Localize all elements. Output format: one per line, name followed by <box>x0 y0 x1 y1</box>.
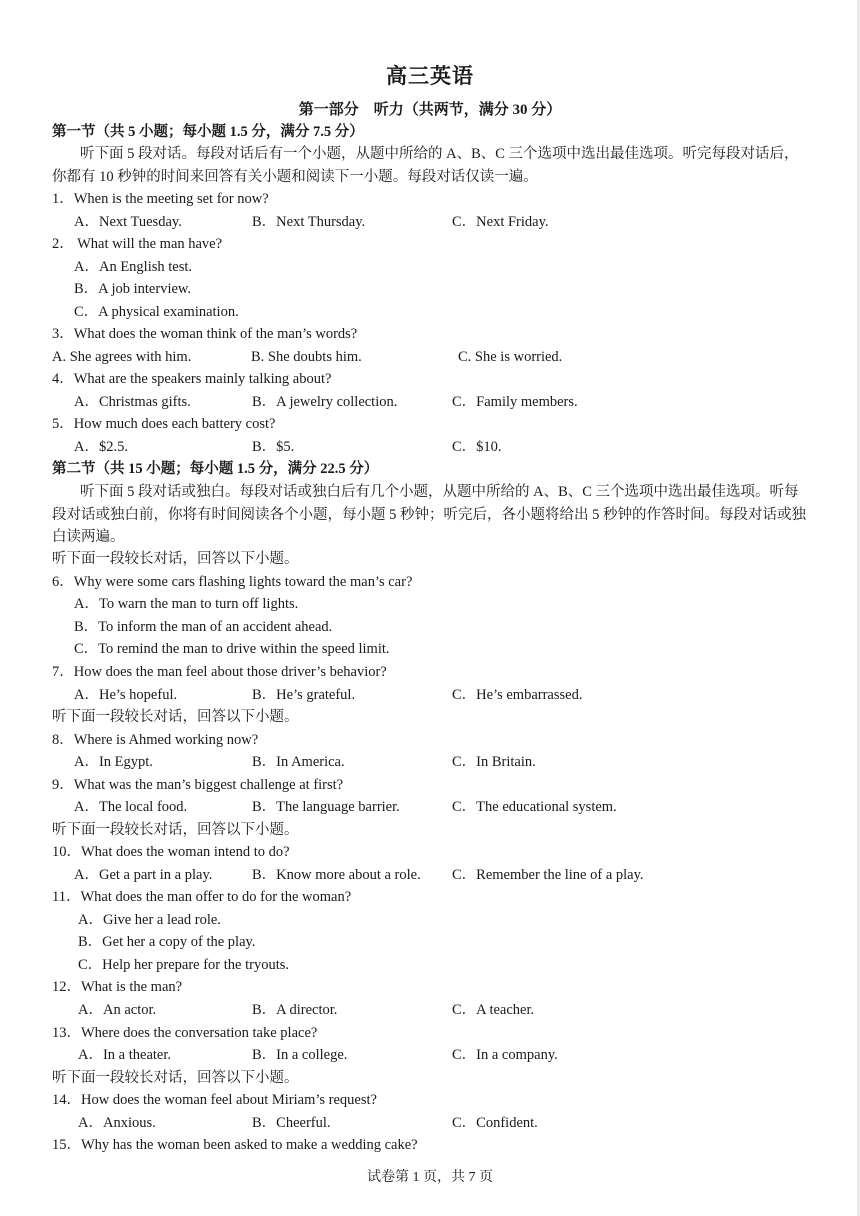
option-b: B．In a college. <box>252 1047 348 1063</box>
question-7: 7．How does the man feel about those driver’s behavior? <box>52 664 387 680</box>
question-8: 8．Where is Ahmed working now? <box>52 732 259 748</box>
question-13: 13．Where does the conversation take place? <box>52 1025 318 1041</box>
question-15: 15．Why has the woman been asked to make a wedding cake? <box>52 1137 418 1153</box>
option-c: C．A physical examination. <box>74 304 239 320</box>
option-b: B．A jewelry collection. <box>252 394 398 410</box>
option-a: A. She agrees with him. <box>52 349 192 365</box>
question-2: 2． What will the man have? <box>52 236 223 252</box>
option-c: C．Next Friday. <box>452 214 549 230</box>
long-dialogue-intro: 听下面一段较长对话，回答以下小题。 <box>52 822 299 838</box>
option-a: A．Get a part in a play. <box>74 867 213 883</box>
option-a: A．An English test. <box>74 259 193 275</box>
question-6: 6．Why were some cars flashing lights toward the man’s car? <box>52 574 413 590</box>
option-c: C．Help her prepare for the tryouts. <box>78 957 289 973</box>
option-b: B．Get her a copy of the play. <box>78 934 256 950</box>
option-a: A．To warn the man to turn off lights. <box>74 596 299 612</box>
section-two-heading: 第二节（共 15 小题；每小题 1.5 分，满分 22.5 分） <box>52 461 379 477</box>
question-11: 11．What does the man offer to do for the woman? <box>52 889 352 905</box>
option-c: C．In Britain. <box>452 754 536 770</box>
option-a: A．$2.5. <box>74 439 128 455</box>
option-b: B．He’s grateful. <box>252 687 356 703</box>
option-c: C．To remind the man to drive within the speed limit. <box>74 641 390 657</box>
option-b: B．Next Thursday. <box>252 214 366 230</box>
option-a: A．An actor. <box>78 1002 157 1018</box>
option-c: C．He’s embarrassed. <box>452 687 583 703</box>
option-a: A．Next Tuesday. <box>74 214 182 230</box>
option-c: C．A teacher. <box>452 1002 535 1018</box>
option-a: A．He’s hopeful. <box>74 687 178 703</box>
option-c: C．Remember the line of a play. <box>452 867 644 883</box>
question-1: 1．When is the meeting set for now? <box>52 191 269 207</box>
option-b: B．In America. <box>252 754 345 770</box>
long-dialogue-intro: 听下面一段较长对话，回答以下小题。 <box>52 709 299 725</box>
option-a: A．In Egypt. <box>74 754 153 770</box>
option-b: B．Cheerful. <box>252 1115 331 1131</box>
page-footer: 试卷第 1 页，共 7 页 <box>367 1170 493 1185</box>
question-3: 3．What does the woman think of the man’s words? <box>52 326 358 342</box>
option-a: A．The local food. <box>74 799 188 815</box>
long-dialogue-intro: 听下面一段较长对话，回答以下小题。 <box>52 551 299 567</box>
section-one-heading: 第一节（共 5 小题；每小题 1.5 分，满分 7.5 分） <box>52 124 364 140</box>
question-14: 14．How does the woman feel about Miriam’s request? <box>52 1092 377 1108</box>
option-b: B．The language barrier. <box>252 799 400 815</box>
question-5: 5．How much does each battery cost? <box>52 416 276 432</box>
option-b: B．$5. <box>252 439 295 455</box>
option-b: B．A job interview. <box>74 281 192 297</box>
section-one-instructions: 听下面 5 段对话。每段对话后有一个小题，从题中所给的 A、B、C 三个选项中选出最佳选项。听完每段对话后，你都有 10 秒钟的时间来回答有关小题和阅读下一小题。每段对话仅读一遍。 <box>52 146 799 185</box>
long-dialogue-intro: 听下面一段较长对话，回答以下小题。 <box>52 1070 299 1086</box>
part-one-heading: 第一部分 听力（共两节，满分 30 分） <box>298 102 562 118</box>
option-b: B. She doubts him. <box>251 349 362 365</box>
option-c: C．In a company. <box>452 1047 558 1063</box>
option-b: B．Know more about a role. <box>252 867 421 883</box>
option-c: C．Confident. <box>452 1115 538 1131</box>
question-12: 12．What is the man? <box>52 979 183 995</box>
option-a: A．In a theater. <box>78 1047 172 1063</box>
question-10: 10．What does the woman intend to do? <box>52 844 290 860</box>
question-9: 9．What was the man’s biggest challenge at first? <box>52 777 344 793</box>
option-c: C．The educational system. <box>452 799 617 815</box>
option-b: B．A director. <box>252 1002 338 1018</box>
option-a: A．Give her a lead role. <box>78 912 221 928</box>
question-4: 4．What are the speakers mainly talking about? <box>52 371 332 387</box>
option-c: C．Family members. <box>452 394 578 410</box>
option-b: B．To inform the man of an accident ahead. <box>74 619 333 635</box>
option-a: A．Anxious. <box>78 1115 156 1131</box>
exam-title: 高三英语 <box>386 64 474 88</box>
option-c: C．$10. <box>452 439 502 455</box>
option-c: C. She is worried. <box>458 349 563 365</box>
section-two-instructions: 听下面 5 段对话或独白。每段对话或独白后有几个小题，从题中所给的 A、B、C 三个选项中选出最佳选项。听每段对话或独白前，你将有时间阅读各个小题，每小题 5 秒钟；听完后，各小题将给出 5 秒钟的作答时间。每段对话或独白读两遍。 <box>52 484 806 545</box>
option-a: A．Christmas gifts. <box>74 394 191 410</box>
